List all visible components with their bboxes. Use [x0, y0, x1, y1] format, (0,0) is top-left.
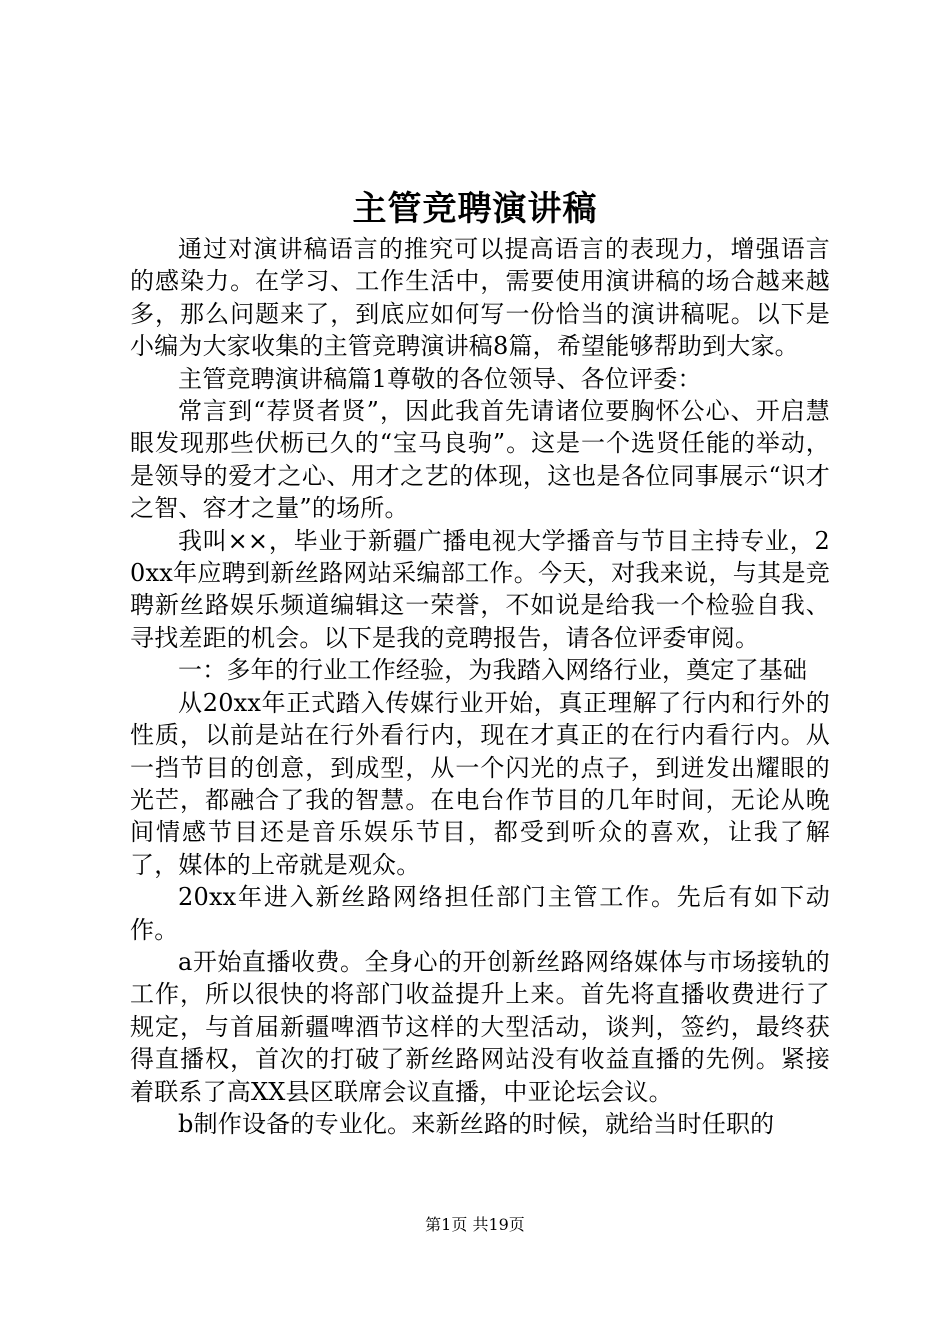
- paragraph-item-a: a开始直播收费。全身心的开创新丝路网络媒体与市场接轨的工作，所以很快的将部门收益提升上来。首先将直播收费进行了规定，与首届新疆啤酒节这样的大型活动，谈判，签约，最终获得直播权，首次的打破了新丝路网站没有收益直播的先例。紧接着联系了高XX县区联席会议直播，中亚论坛会议。: [130, 947, 830, 1106]
- paragraph-opening: 常言到“荐贤者贤”，因此我首先请诸位要胸怀公心、开启慧眼发现那些伏枥已久的“宝马良驹”。这是一个选贤任能的举动，是领导的爱才之心、用才之艺的体现，这也是各位同事展示“识才之智、容才之量”的场所。: [130, 397, 830, 523]
- paragraph-section-one-heading: 一：多年的行业工作经验，为我踏入网络行业，奠定了基础: [178, 656, 808, 685]
- document-title: 主管竞聘演讲稿: [352, 189, 598, 229]
- paragraph-joining: 20xx年进入新丝路网络担任部门主管工作。先后有如下动作。: [130, 883, 830, 944]
- paragraph-item-b: b制作设备的专业化。来新丝路的时候，就给当时任职的: [178, 1109, 775, 1138]
- paragraph-salutation: 主管竞聘演讲稿篇1尊敬的各位领导、各位评委：: [178, 364, 702, 393]
- page-number-footer: 第1页 共19页: [425, 1215, 525, 1234]
- paragraph-self-introduction: 我叫××，毕业于新疆广播电视大学播音与节目主持专业，20xx年应聘到新丝路网站采编部工作。今天，对我来说，与其是竞聘新丝路娱乐频道编辑这一荣誉，不如说是给我一个检验自我、寻找差距的机会。以下是我的竞聘报告，请各位评委审阅。: [130, 526, 830, 652]
- document-body: [130, 233, 830, 1140]
- paragraph-intro: 通过对演讲稿语言的推究可以提高语言的表现力，增强语言的感染力。在学习、工作生活中，需要使用演讲稿的场合越来越多，那么问题来了，到底应如何写一份恰当的演讲稿呢。以下是小编为大家收集的主管竞聘演讲稿8篇，希望能够帮助到大家。: [130, 235, 830, 361]
- paragraph-experience: 从20xx年正式踏入传媒行业开始，真正理解了行内和行外的性质，以前是站在行外看行内，现在才真正的在行内看行内。从一挡节目的创意，到成型，从一个闪光的点子，到迸发出耀眼的光芒，都融合了我的智慧。在电台作节目的几年时间，无论从晚间情感节目还是音乐娱乐节目，都受到听众的喜欢，让我了解了，媒体的上帝就是观众。: [130, 688, 830, 879]
